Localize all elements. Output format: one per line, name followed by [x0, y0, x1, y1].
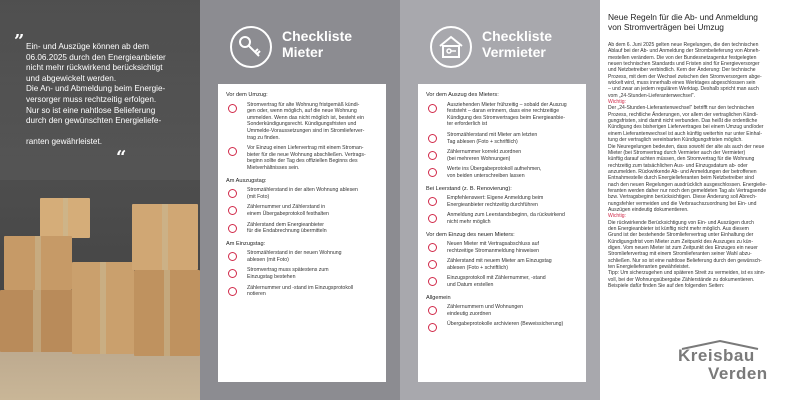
- article-line: Beispiele dafür finden Sie auf den folgenden Seiten:: [608, 283, 725, 290]
- item-line: ummelden. Wenn das nicht möglich ist, besteht ein: [247, 114, 364, 121]
- item-line: für die Endabrechnung übermitteln: [247, 228, 327, 235]
- checkbox-circle-icon[interactable]: [428, 151, 437, 160]
- checkbox-circle-icon[interactable]: [428, 197, 437, 206]
- quote-line: durch den gewünschten Energieliefe-: [26, 116, 162, 126]
- checklist-item-text: [447, 149, 521, 162]
- item-line: Energieanbieter rechtzeitig durchführen: [447, 201, 538, 208]
- quote-line: Ein- und Auszüge können ab dem: [26, 42, 149, 51]
- checklist-item-text: [447, 275, 546, 288]
- article-line: Ab dem 6. Juni 2025 gelten neue Regelungen, die den technischen: [608, 42, 759, 48]
- checklist-item[interactable]: [226, 102, 378, 142]
- article-line: Die Neuregelungen bedeuten, dass sowohl der alte als auch der neue: [608, 143, 765, 150]
- article-line: Kündigungsfrist vom Mieter zum Zeitpunkt des Auszuges zu kün-: [608, 238, 754, 245]
- title-line: von Stromverträgen bei Umzug: [608, 22, 724, 32]
- item-line: (mit Foto): [247, 193, 270, 200]
- article-line: vom „24-Stunden-Lieferantenwechsel“.: [608, 92, 695, 99]
- checklist-item-text: [247, 204, 329, 217]
- checklist-item-text: [447, 102, 567, 128]
- item-line: notieren: [247, 291, 266, 298]
- checklist-item-text: [447, 166, 542, 179]
- checkbox-circle-icon[interactable]: [228, 206, 237, 215]
- item-line: Mietverhältnisses sein.: [247, 164, 300, 171]
- quote-line: versorger muss rechtzeitig erfolgen.: [26, 94, 157, 104]
- article-line: Mieter (bei Stromvertrag durch Vermieter auch der Vermieter): [608, 149, 746, 156]
- quote-line: Die An- und Abmeldung beim Energie-: [26, 84, 166, 94]
- quote-line: 06.06.2025 durch den Energieanbieter: [26, 52, 166, 62]
- checkbox-circle-icon[interactable]: [428, 214, 437, 223]
- item-line: Sonderkündigungsrecht. Kündigungsfristen und: [247, 121, 357, 128]
- article-line: einem Lieferantenwechsel ist auch künftig weiterhin nur unter Einhal-: [608, 130, 763, 137]
- article-line: mestellen verändern. Die von der Bundesnetzagentur festgelegten: [608, 54, 757, 61]
- checklist-mieter-panel: [200, 0, 400, 400]
- checklist-item[interactable]: [426, 258, 578, 271]
- item-line: ablesen (mit Foto): [247, 256, 289, 263]
- item-line: (bei mehreren Wohnungen): [447, 155, 511, 162]
- item-line: Kündigung des Stromvertrages beim Energieanbie-: [447, 114, 565, 121]
- item-line: Einzugsprotokoll mit Zählernummer, -stand: [447, 275, 546, 282]
- checklist-item-text: [247, 285, 353, 298]
- article-line: feranten werden daher nur noch den gemeldeten Tag als Vertragsende: [608, 187, 767, 194]
- checklist-title: [482, 28, 552, 60]
- section-heading: Vor dem Einzug des neuen Mieters:: [426, 231, 515, 238]
- section-heading: Am Einzugstag:: [226, 240, 266, 247]
- title-line: Neue Regeln für die Ab- und Anmeldung: [608, 12, 758, 22]
- checkbox-circle-icon[interactable]: [428, 277, 437, 286]
- checklist-item-text: [447, 132, 537, 145]
- checkbox-circle-icon[interactable]: [428, 323, 437, 332]
- quote-panel: [0, 0, 200, 400]
- article-line: rechtzeitig zum tatsächlichen Aus- und Einzugsdatum ab- oder: [608, 162, 748, 169]
- quote-line: ranten gewährleistet.: [26, 136, 103, 146]
- kreisbau-verden-logo: [678, 346, 798, 386]
- checkbox-circle-icon[interactable]: [228, 252, 237, 261]
- checklist-item-text: [247, 222, 327, 235]
- item-line: Übergabeprotokolle archivieren (Beweissicherung): [447, 321, 564, 328]
- article-line: anzumelden. Rückwirkende Ab- und Anmeldungen der betroffenen: [608, 168, 757, 175]
- article-line: neuen technischen Standards und Fristen sind für Energieversorger: [608, 61, 760, 68]
- checklist-item-text: [447, 321, 563, 328]
- quote-line: und abgewickelt werden.: [26, 73, 117, 83]
- checklist-item[interactable]: [426, 241, 578, 254]
- moving-box-image: [0, 290, 74, 352]
- item-line: Neuen Mieter mit Vertragsabschluss auf: [447, 241, 539, 248]
- item-line: Stromzählerstand mit Mieter am letzten: [447, 131, 538, 138]
- article-line: gungsfristen, sind damit nicht verbunden. Das heißt die ordentliche: [608, 118, 758, 125]
- checklist-item[interactable]: [426, 321, 578, 332]
- checkbox-circle-icon[interactable]: [428, 134, 437, 143]
- item-line: bieter für die neue Wohnung abschließen. Vertrags-: [247, 151, 366, 158]
- checklist-item[interactable]: [426, 102, 578, 128]
- checkbox-circle-icon[interactable]: [228, 224, 237, 233]
- checklist-item[interactable]: [226, 145, 378, 171]
- item-line: von beiden unterschreiben lassen: [447, 172, 525, 179]
- article-line: – und zwar an jedem regulären Werktag. Deshalb spricht man auch: [608, 86, 759, 93]
- item-line: Zählernummer und -stand im Einzugsprotokoll: [247, 284, 354, 291]
- title-line: Checkliste: [282, 28, 353, 44]
- checkbox-circle-icon[interactable]: [428, 168, 437, 177]
- article-line: Ablauf bei der Ab- und Anmeldung der Strombelieferung von Abneh-: [608, 48, 761, 55]
- checklist-item-text: [247, 187, 358, 200]
- checklist-header: [200, 0, 400, 84]
- checklist-item[interactable]: [426, 304, 578, 317]
- quote-line: nicht mehr rückwirkend berücksichtigt: [26, 63, 163, 73]
- checklist-item-text: [447, 258, 552, 271]
- title-line: Mieter: [282, 44, 324, 60]
- item-line: ter erforderlich ist: [447, 121, 488, 128]
- item-line: Werte ins Übergabeprotokoll aufnehmen,: [447, 166, 542, 173]
- title-line: Vermieter: [482, 44, 546, 60]
- article-line: tung der vertraglich vereinbarten Kündigungsfristen möglich.: [608, 137, 743, 144]
- item-line: Zählerstand mit neuem Mieter am Einzugstag: [447, 258, 552, 265]
- article-line: Auszügen eindeutig dokumentieren.: [608, 206, 689, 213]
- section-heading: Bei Leerstand (z. B. Renovierung):: [426, 185, 512, 192]
- moving-box-image: [132, 204, 198, 270]
- checklist-item[interactable]: [226, 285, 378, 298]
- checkbox-circle-icon[interactable]: [228, 104, 237, 113]
- checklist-item[interactable]: [226, 222, 378, 235]
- article-line: Die rückwirkende Berücksichtigung von Ein- und Auszügen durch: [608, 219, 754, 226]
- article-line: den Energieanbieter ist künftig nicht mehr möglich. Aus diesem: [608, 225, 749, 232]
- item-line: Zählerstand dem Energieanbieter: [247, 221, 324, 228]
- section-heading: Allgemein: [426, 294, 451, 301]
- item-line: Zählernummer und Zählerstand in: [247, 204, 326, 211]
- article-title: [608, 12, 796, 32]
- moving-box-image: [72, 262, 134, 354]
- quote-open-mark: ”: [14, 31, 25, 52]
- title-line: Checkliste: [482, 28, 553, 44]
- house-key-icon: [430, 26, 472, 68]
- checklist-item[interactable]: [226, 250, 378, 263]
- article-body: [608, 42, 798, 289]
- article-line: Der „24-Stunden-Lieferantenwechsel“ betrifft nur den technischen: [608, 105, 755, 112]
- article-line: voll, bei der Wohnungsübergabe Zählerstände zu dokumentieren.: [608, 276, 755, 283]
- item-line: rechtzeitige Stromanmeldung hinweisen: [447, 247, 539, 254]
- checklist-card: [418, 84, 586, 382]
- checklist-item[interactable]: [426, 195, 578, 208]
- checkbox-circle-icon[interactable]: [428, 243, 437, 252]
- moving-box-image: [40, 198, 90, 238]
- quote-line: [26, 127, 194, 137]
- checklist-item[interactable]: [426, 212, 578, 225]
- checklist-item-text: [247, 145, 366, 171]
- checklist-item-text: [447, 212, 565, 225]
- checkbox-circle-icon[interactable]: [428, 306, 437, 315]
- checklist-item[interactable]: [226, 204, 378, 217]
- article-line: nach den neuen Regelungen ausdrücklich ausgeschlossen. Energielie-: [608, 181, 767, 188]
- item-line: eindeutig zuordnen: [447, 310, 492, 317]
- checklist-item[interactable]: [426, 166, 578, 179]
- checklist-item-text: [247, 267, 329, 280]
- article-line: Grund ist der bestehende Stromliefervertrag unter Einhaltung der: [608, 232, 754, 239]
- item-line: gen oder, wenn möglich, auf die neue Wohnung: [247, 108, 357, 115]
- item-line: Stromzählerstand in der neuen Wohnung: [247, 250, 342, 257]
- item-line: ablesen (Foto + schriftlich): [447, 264, 508, 271]
- item-line: Stromvertrag für alte Wohnung fristgemäß kündi-: [247, 101, 360, 108]
- important-label: Wichtig:: [608, 213, 626, 220]
- article-line: Kündigung des bisherigen Liefervertrages bei einem Umzug und/oder: [608, 124, 764, 131]
- item-line: Zählernummern und Wohnungen: [447, 304, 524, 311]
- checklist-item[interactable]: [426, 132, 578, 145]
- article-line: Entnahmestelle durch Energielieferanten beim Netzbetreiber sind: [608, 175, 754, 182]
- item-line: Stromvertrag muss spätestens zum: [247, 267, 329, 274]
- important-label: Wichtig:: [608, 99, 626, 106]
- checkbox-circle-icon[interactable]: [228, 269, 237, 278]
- article-line: und Netzbetreiber verbindlich. Kern der Änderung: Der technische: [608, 67, 756, 74]
- article-line: Stromliefervertrag mit einem Stromlieferanten seiner Wahl abzu-: [608, 251, 752, 258]
- article-line: schließen. Nur so ist eine nahtlose Belieferung durch den gewünsch-: [608, 257, 762, 264]
- checklist-vermieter-panel: [400, 0, 600, 400]
- checkbox-circle-icon[interactable]: [228, 189, 237, 198]
- article-line: Tipp: Um sicherzugehen und späteren Streit zu vermeiden, ist es sinn-: [608, 270, 766, 277]
- checklist-item-text: [447, 304, 523, 317]
- article-line: wickelt wird, muss innerhalb eines Werktages abgeschlossen sein: [608, 80, 756, 87]
- moving-box-image: [134, 270, 200, 356]
- item-line: einem Übergabeprotokoll festhalten: [247, 210, 329, 217]
- quote-close-mark: “: [116, 147, 127, 168]
- checklist-item-text: [447, 241, 539, 254]
- item-line: Zählernummer korrekt zuordnen: [447, 149, 522, 156]
- item-line: und Datum erstellen: [447, 282, 494, 289]
- key-icon: [230, 26, 272, 68]
- item-line: trag zu finden.: [247, 134, 280, 141]
- article-line: nungsfehler vermeiden und die Verbrauchszuordnung bei Ein- und: [608, 200, 757, 207]
- logo-text: Kreisbau: [678, 346, 755, 365]
- article-line: ten Energielieferanten gewährleistet.: [608, 264, 690, 271]
- moving-box-image: [4, 236, 72, 290]
- item-line: Empfehlenswert: Eigene Anmeldung beim: [447, 195, 544, 202]
- section-heading: Vor dem Umzug:: [226, 92, 268, 98]
- logo-text: Verden: [708, 364, 768, 383]
- checklist-item[interactable]: [426, 149, 578, 162]
- checklist-title: [282, 28, 352, 60]
- article-line: Prozess, rechtliche Änderungen, vor allem der vertraglichen Kündi-: [608, 111, 758, 118]
- item-line: beginn sollte der Tag des offiziellen Beginns des: [247, 158, 358, 165]
- checkbox-circle-icon[interactable]: [428, 260, 437, 269]
- article-line: Prozess, mit dem der Wechsel zwischen den Stromversorgern abge-: [608, 73, 762, 80]
- checkbox-circle-icon[interactable]: [428, 104, 437, 113]
- section-heading: Am Auszugstag:: [226, 177, 267, 184]
- quote-text: [26, 42, 194, 147]
- article-line: bzw. Vertragsbeginn berücksichtigen. Diese Änderung soll Abrech-: [608, 194, 757, 201]
- checklist-item-text: [447, 195, 543, 208]
- item-line: Einzugstag bestehen: [247, 274, 296, 281]
- checklist-header: [400, 0, 600, 84]
- item-line: Ausziehenden Mieter frühzeitig – sobald der Auszug: [447, 101, 567, 108]
- checkbox-circle-icon[interactable]: [228, 287, 237, 296]
- section-heading: Vor dem Auszug des Mieters:: [426, 92, 499, 98]
- checklist-item-text: [247, 250, 342, 263]
- checklist-item-text: [247, 102, 364, 142]
- item-line: feststeht – daran erinnern, dass eine rechtzeitige: [447, 108, 560, 115]
- item-line: Anmeldung zum Leerstandsbeginn, da rückwirkend: [447, 212, 565, 219]
- checklist-item[interactable]: [426, 275, 578, 288]
- item-line: Tag ablesen (Foto + schriftlich): [447, 138, 518, 145]
- article-line: künftig darauf achten müssen, den Stromvertrag für die Wohnung: [608, 156, 755, 163]
- item-line: Stromzählerstand in der alten Wohnung ablesen: [247, 187, 358, 194]
- checkbox-circle-icon[interactable]: [228, 147, 237, 156]
- quote-line: Nur so ist eine nahtlose Belieferung: [26, 105, 156, 115]
- checklist-item[interactable]: [226, 187, 378, 200]
- article-line: digen. Vom neuen Mieter ist zum Zeitpunkt des Einzuges ein neuer: [608, 245, 758, 251]
- item-line: Ummelde-Voraussetzungen sind im Stromlieferver-: [247, 127, 365, 134]
- checklist-card: [218, 84, 386, 382]
- checklist-item[interactable]: [226, 267, 378, 280]
- item-line: nicht mehr möglich: [447, 218, 491, 225]
- item-line: Vor Einzug einen Liefervertrag mit einem Stroman-: [247, 145, 364, 152]
